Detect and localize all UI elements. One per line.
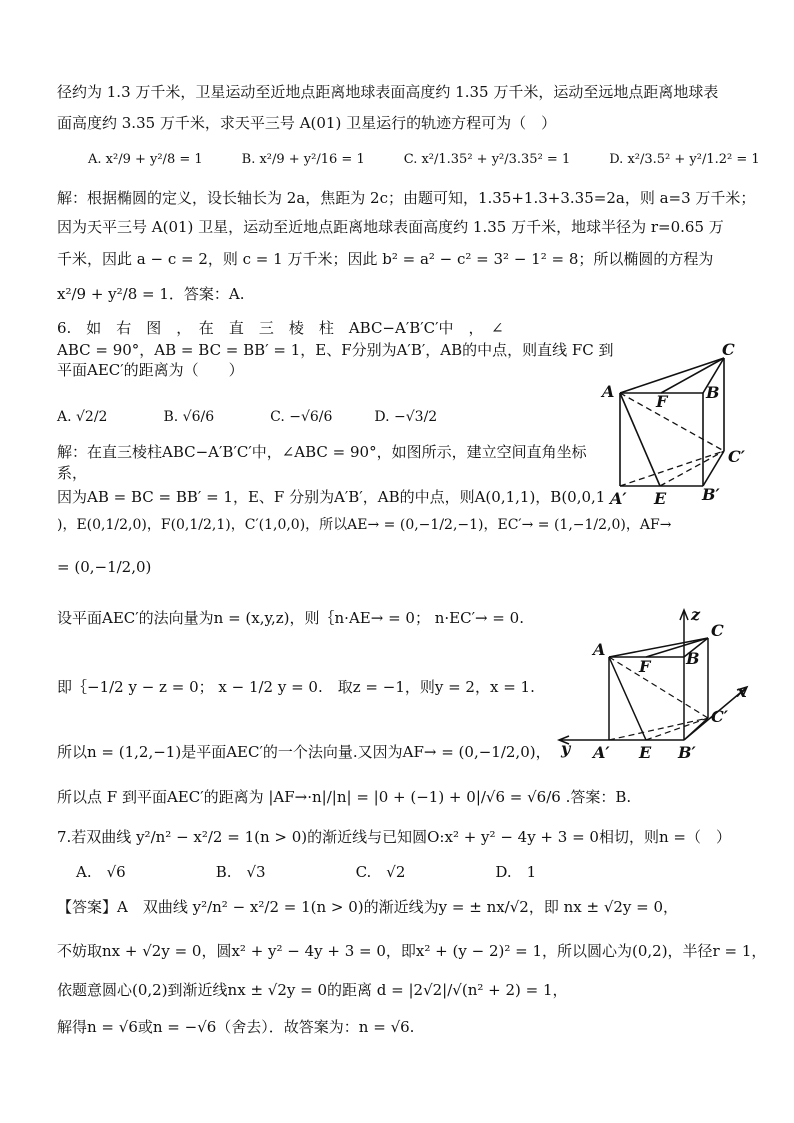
fig1-label-c-prime: C′ <box>728 447 745 466</box>
question-6-line-1: 6. 如 右 图 ， 在 直 三 棱 柱 ABC−A′B′C′中 ， ∠ <box>57 319 504 337</box>
fig2-label-a: A <box>593 640 606 659</box>
prism-coordinate-figure <box>553 600 753 760</box>
question-6-line-2: ABC = 90°，AB = BC = BB′ = 1，E、F分别为A′B′，AB的中点，则直线 FC 到 <box>57 341 614 359</box>
solution-q6-line-6: 设平面AEC′的法向量为n = (x,y,z)，则｛n·AE→ = 0； n·EC′→ = 0. <box>57 609 524 627</box>
prism-figure <box>598 338 758 518</box>
fig1-label-b-prime: B′ <box>702 485 720 504</box>
choices-q7: A. √6 B. √3 C. √2 D. 1 <box>76 863 537 881</box>
fig2-label-y: y <box>561 739 571 758</box>
fig2-label-e: E <box>639 743 652 760</box>
fig2-label-c: C <box>711 621 724 640</box>
fig2-label-x: x <box>737 682 747 701</box>
fig2-label-b-prime: B′ <box>678 743 696 760</box>
fig2-label-c-prime: C′ <box>711 707 728 726</box>
text-line-1: 径约为 1.3 万千米，卫星运动至近地点距离地球表面高度约 1.35 万千米，运动至远地点距离地球表 <box>57 83 719 101</box>
choices-q6: A. √2/2 B. √6/6 C. −√6/6 D. −√3/2 <box>57 409 438 425</box>
question-6-line-3: 平面AEC′的距离为（ ） <box>57 361 244 379</box>
fig2-label-b: B <box>686 649 700 668</box>
fig1-label-c: C <box>722 340 735 359</box>
fig2-label-f: F <box>639 657 651 676</box>
fig1-label-a: A <box>602 382 615 401</box>
fig1-label-f: F <box>656 392 668 411</box>
answer-q7-line-1: 【答案】A 双曲线 y²/n² − x²/2 = 1(n > 0)的渐近线为y = ± nx/√2，即 nx ± √2y = 0， <box>57 898 679 916</box>
answer-q7-line-3: 依题意圆心(0,2)到渐近线nx ± √2y = 0的距离 d = |2√2|/√(n² + 2) = 1， <box>57 981 568 999</box>
fig2-label-a-prime: A′ <box>593 743 610 760</box>
solution-q5-line-2: 因为天平三号 A(01) 卫星，运动至近地点距离地球表面高度约 1.35 万千米，地球半径为 r=0.65 万 <box>57 218 724 236</box>
solution-q6-line-1: 解：在直三棱柱ABC−A′B′C′中，∠ABC = 90°，如图所示，建立空间直角坐标 <box>57 443 587 461</box>
text-line-2: 面高度约 3.35 万千米，求天平三号 A(01) 卫星运行的轨迹方程可为（ ） <box>57 114 557 132</box>
question-7: 7.若双曲线 y²/n² − x²/2 = 1(n > 0)的渐近线与已知圆O:x² + y² − 4y + 3 = 0相切，则n =（ ） <box>57 828 731 846</box>
solution-q5-line-1: 解：根据椭圆的定义，设长轴长为 2a，焦距为 2c；由题可知，1.35+1.3+3.35=2a，则 a=3 万千米； <box>57 189 756 207</box>
choices-q5: A. x²/9 + y²/8 = 1 B. x²/9 + y²/16 = 1 C. x²/1.35² + y²/3.35² = 1 D. x²/3.5² + y²/1.2² = 1 <box>88 152 760 167</box>
fig1-label-e: E <box>654 489 667 508</box>
solution-q6-line-5: = (0,−1/2,0) <box>57 558 152 576</box>
solution-q6-line-7: 即｛−1/2 y − z = 0； x − 1/2 y = 0. 取z = −1，则y = 2，x = 1. <box>57 678 535 696</box>
solution-q6-line-4: )，E(0,1/2,0)，F(0,1/2,1)，C′(1,0,0)，所以AE→ = (0,−1/2,−1)，EC′→ = (1,−1/2,0)，AF→ <box>57 517 672 533</box>
solution-q5-line-3: 千米，因此 a − c = 2，则 c = 1 万千米；因此 b² = a² − c² = 3² − 1² = 8；所以椭圆的方程为 <box>57 250 714 268</box>
solution-q6-line-2: 系， <box>57 464 88 482</box>
solution-q6-line-9: 所以点 F 到平面AEC′的距离为 |AF→·n|/|n| = |0 + (−1) + 0|/√6 = √6/6 .答案：B. <box>57 788 632 806</box>
solution-q5-line-4: x²/9 + y²/8 = 1．答案：A. <box>57 285 245 303</box>
fig1-label-b: B <box>706 383 720 402</box>
answer-q7-line-4: 解得n = √6或n = −√6（舍去）．故答案为：n = √6. <box>57 1018 415 1036</box>
solution-q6-line-3: 因为AB = BC = BB′ = 1，E、F 分别为A′B′，AB的中点，则A(0,1,1)，B(0,0,1 <box>57 488 606 506</box>
fig2-label-z: z <box>691 605 701 624</box>
fig1-label-a-prime: A′ <box>610 489 627 508</box>
solution-q6-line-8: 所以n = (1,2,−1)是平面AEC′的一个法向量.又因为AF→ = (0,−1/2,0)， <box>57 743 551 761</box>
answer-q7-line-2: 不妨取nx + √2y = 0，圆x² + y² − 4y + 3 = 0，即x² + (y − 2)² = 1，所以圆心为(0,2)，半径r = 1， <box>57 942 767 960</box>
